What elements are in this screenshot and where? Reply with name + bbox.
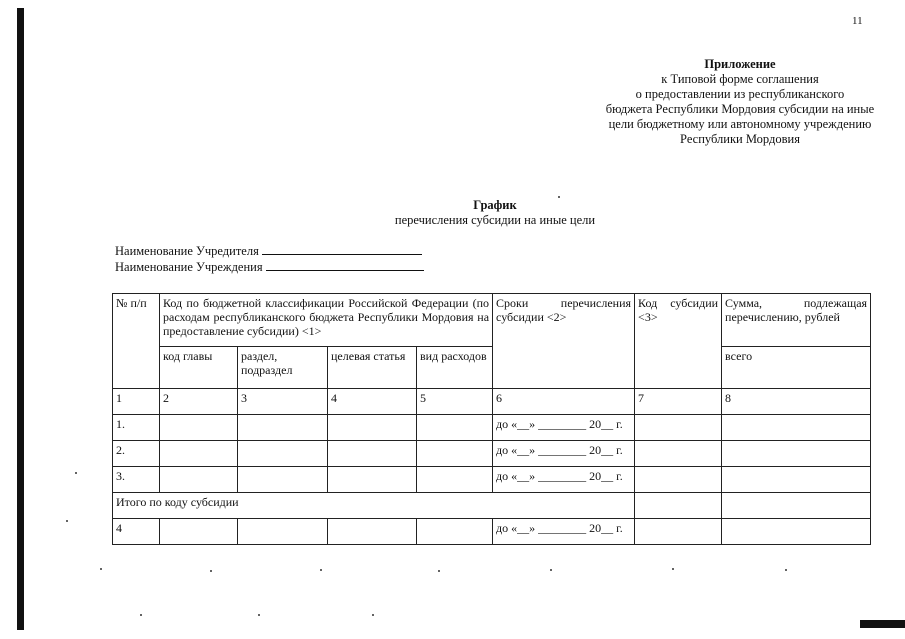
- row-cell[interactable]: [328, 415, 417, 441]
- total-label: Итого по коду субсидии: [113, 493, 635, 519]
- schedule-title: График: [473, 198, 517, 212]
- total-row: [113, 493, 871, 519]
- appendix-line: Республики Мордовия: [680, 132, 800, 146]
- appendix-line: бюджета Республики Мордовия субсидии на иные: [605, 102, 875, 116]
- institution-blank[interactable]: [266, 259, 424, 271]
- table-row: [113, 441, 871, 467]
- speckle: [100, 568, 102, 570]
- column-number: 1: [113, 389, 160, 415]
- row-cell[interactable]: [722, 415, 871, 441]
- speckle: [75, 472, 77, 474]
- row-cell[interactable]: [160, 519, 238, 545]
- row-term[interactable]: до «__» ________ 20__ г.: [493, 441, 635, 467]
- speckle: [66, 520, 68, 522]
- table-row: [113, 519, 871, 545]
- speckle: [140, 614, 142, 616]
- speckle: [550, 569, 552, 571]
- schedule-table: [112, 293, 871, 545]
- schedule-title-block: [300, 198, 690, 228]
- schedule-subtitle: перечисления субсидии на иные цели: [394, 213, 596, 227]
- column-number: 4: [328, 389, 417, 415]
- row-cell[interactable]: [160, 467, 238, 493]
- row-term[interactable]: до «__» ________ 20__ г.: [493, 467, 635, 493]
- scan-edge-left: [17, 8, 24, 630]
- speckle: [785, 569, 787, 571]
- scan-edge-bottom: [860, 620, 905, 628]
- row-cell[interactable]: [238, 519, 328, 545]
- column-number: 7: [635, 389, 722, 415]
- row-cell[interactable]: [417, 467, 493, 493]
- subheader-total: всего: [722, 347, 871, 389]
- row-cell[interactable]: [417, 441, 493, 467]
- institution-field: [115, 259, 424, 275]
- subheader-chief: код главы: [160, 347, 238, 389]
- row-cell[interactable]: [328, 519, 417, 545]
- row-cell[interactable]: [417, 519, 493, 545]
- row-cell[interactable]: [417, 415, 493, 441]
- subheader-section: раздел, подраздел: [238, 347, 328, 389]
- row-cell[interactable]: [722, 441, 871, 467]
- appendix-line: цели бюджетному или автономному учреждению: [608, 117, 872, 131]
- row-cell[interactable]: [238, 441, 328, 467]
- column-number: 5: [417, 389, 493, 415]
- row-cell[interactable]: [238, 467, 328, 493]
- row-num: 1.: [113, 415, 160, 441]
- table-row: [113, 415, 871, 441]
- speckle: [672, 568, 674, 570]
- row-cell[interactable]: [635, 467, 722, 493]
- founder-field: [115, 243, 424, 259]
- row-cell[interactable]: [722, 467, 871, 493]
- row-num: 3.: [113, 467, 160, 493]
- header-num: № п/п: [113, 294, 160, 389]
- row-term[interactable]: до «__» ________ 20__ г.: [493, 415, 635, 441]
- table-row: [113, 467, 871, 493]
- total-cell[interactable]: [635, 493, 722, 519]
- founder-blank[interactable]: [262, 243, 422, 255]
- subheader-kind: вид расходов: [417, 347, 493, 389]
- row-cell[interactable]: [328, 441, 417, 467]
- column-number-row: [113, 389, 871, 415]
- speckle: [210, 570, 212, 572]
- header-code: Код субсидии <3>: [635, 294, 722, 389]
- name-fields: [115, 243, 424, 275]
- row-num: 2.: [113, 441, 160, 467]
- subheader-row: [113, 347, 871, 389]
- column-number: 6: [493, 389, 635, 415]
- header-row: [113, 294, 871, 347]
- row-num: 4: [113, 519, 160, 545]
- header-terms: Сроки перечисления субсидии <2>: [493, 294, 635, 389]
- page-number: 11: [852, 15, 863, 27]
- appendix-heading: Приложение: [704, 57, 776, 71]
- row-cell[interactable]: [160, 441, 238, 467]
- founder-label: Наименование Учредителя: [115, 244, 259, 258]
- row-cell[interactable]: [635, 519, 722, 545]
- speckle: [258, 614, 260, 616]
- row-cell[interactable]: [238, 415, 328, 441]
- row-cell[interactable]: [722, 519, 871, 545]
- column-number: 2: [160, 389, 238, 415]
- row-cell[interactable]: [160, 415, 238, 441]
- row-cell[interactable]: [635, 415, 722, 441]
- column-number: 8: [722, 389, 871, 415]
- appendix-line: о предоставлении из республиканского: [635, 87, 845, 101]
- subheader-target: целевая статья: [328, 347, 417, 389]
- header-kbk: Код по бюджетной классификации Российской Федерации (по расходам республиканского бюджета Республики Мордовия на предоставление субсидии) <1>: [160, 294, 493, 347]
- appendix-block: [590, 57, 890, 147]
- institution-label: Наименование Учреждения: [115, 260, 263, 274]
- header-sum: Сумма, подлежащая перечислению, рублей: [722, 294, 871, 347]
- row-cell[interactable]: [635, 441, 722, 467]
- speckle: [372, 614, 374, 616]
- appendix-line: к Типовой форме соглашения: [661, 72, 819, 86]
- total-cell[interactable]: [722, 493, 871, 519]
- speckle: [438, 570, 440, 572]
- column-number: 3: [238, 389, 328, 415]
- row-cell[interactable]: [328, 467, 417, 493]
- speckle: [320, 569, 322, 571]
- row-term[interactable]: до «__» ________ 20__ г.: [493, 519, 635, 545]
